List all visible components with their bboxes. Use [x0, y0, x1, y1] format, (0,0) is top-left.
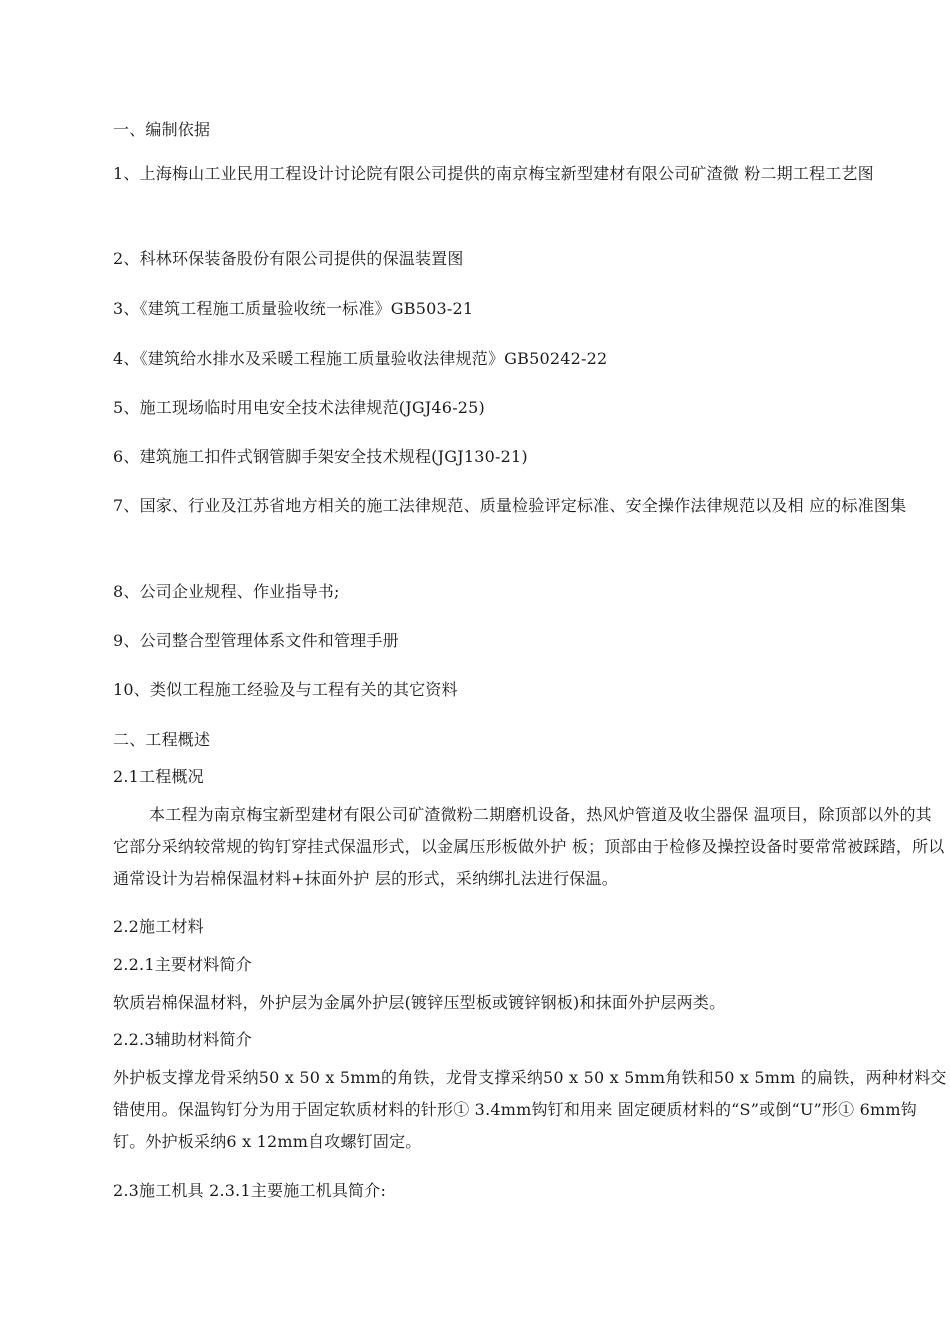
basis-item-10: 10、类似工程施工经验及与工程有关的其它资料 — [113, 680, 458, 699]
paragraph-2-2-1: 软质岩棉保温材料，外护层为金属外护层(镀锌压型板或镀锌钢板)和抹面外护层两类。 — [113, 993, 726, 1012]
subheading-2-2-1: 2.2.1主要材料简介 — [113, 955, 252, 974]
basis-item-9: 9、公司整合型管理体系文件和管理手册 — [113, 631, 399, 650]
basis-item-3: 3、《建筑工程施工质量验收统一标准》GB503-21 — [113, 299, 474, 318]
subheading-2-2: 2.2施工材料 — [113, 917, 204, 936]
subheading-2-2-3: 2.2.3辅助材料简介 — [113, 1030, 252, 1049]
basis-item-4: 4、《建筑给水排水及采暖工程施工质量验收法律规范》GB50242-22 — [113, 349, 608, 368]
basis-item-5: 5、施工现场临时用电安全技术法律规范(JGJ46-25) — [113, 398, 485, 417]
subheading-2-1: 2.1工程概况 — [113, 767, 204, 786]
basis-item-8: 8、公司企业规程、作业指导书; — [113, 582, 340, 601]
basis-item-2: 2、科林环保装备股份有限公司提供的保温装置图 — [113, 249, 464, 268]
subheading-2-3: 2.3施工机具 2.3.1主要施工机具简介: — [113, 1181, 387, 1200]
basis-item-1: 1、上海梅山工业民用工程设计讨论院有限公司提供的南京梅宝新型建材有限公司矿渣微 粉二期工程工艺图 — [113, 164, 874, 183]
paragraph-2-1: 本工程为南京梅宝新型建材有限公司矿渣微粉二期磨机设备，热风炉管道及收尘器保 温项目，除顶部以外的其它部分采纳较常规的钩钉穿挂式保温形式，以金属压形板做外护 板；顶部由于检修及操控设备时要常常被踩踏，所以通常设计为岩棉保温材料+抹面外护 层的形式，采纳绑扎法进行保温。 — [113, 805, 945, 888]
paragraph-2-2-3: 外护板支撑龙骨采纳50 x 50 x 5mm的角铁，龙骨支撑采纳50 x 50 x 5mm角铁和50 x 5mm 的扁铁，两种材料交错使用。保温钩钉分为用于固定软质材料的针形① 3.4mm钩钉和用来 固定硬质材料的“S”或倒“U”形① 6mm钩钉。外护板采纳6 x 12mm自攻螺钉固定。 — [113, 1068, 947, 1151]
basis-item-7: 7、国家、行业及江苏省地方相关的施工法律规范、质量检验评定标准、安全操作法律规范以及相 应的标准图集 — [113, 496, 907, 515]
section-heading-basis: 一、编制依据 — [113, 120, 211, 139]
section-heading-overview: 二、工程概述 — [113, 730, 211, 749]
basis-item-6: 6、建筑施工扣件式钢管脚手架安全技术规程(JGJ130-21) — [113, 447, 528, 466]
